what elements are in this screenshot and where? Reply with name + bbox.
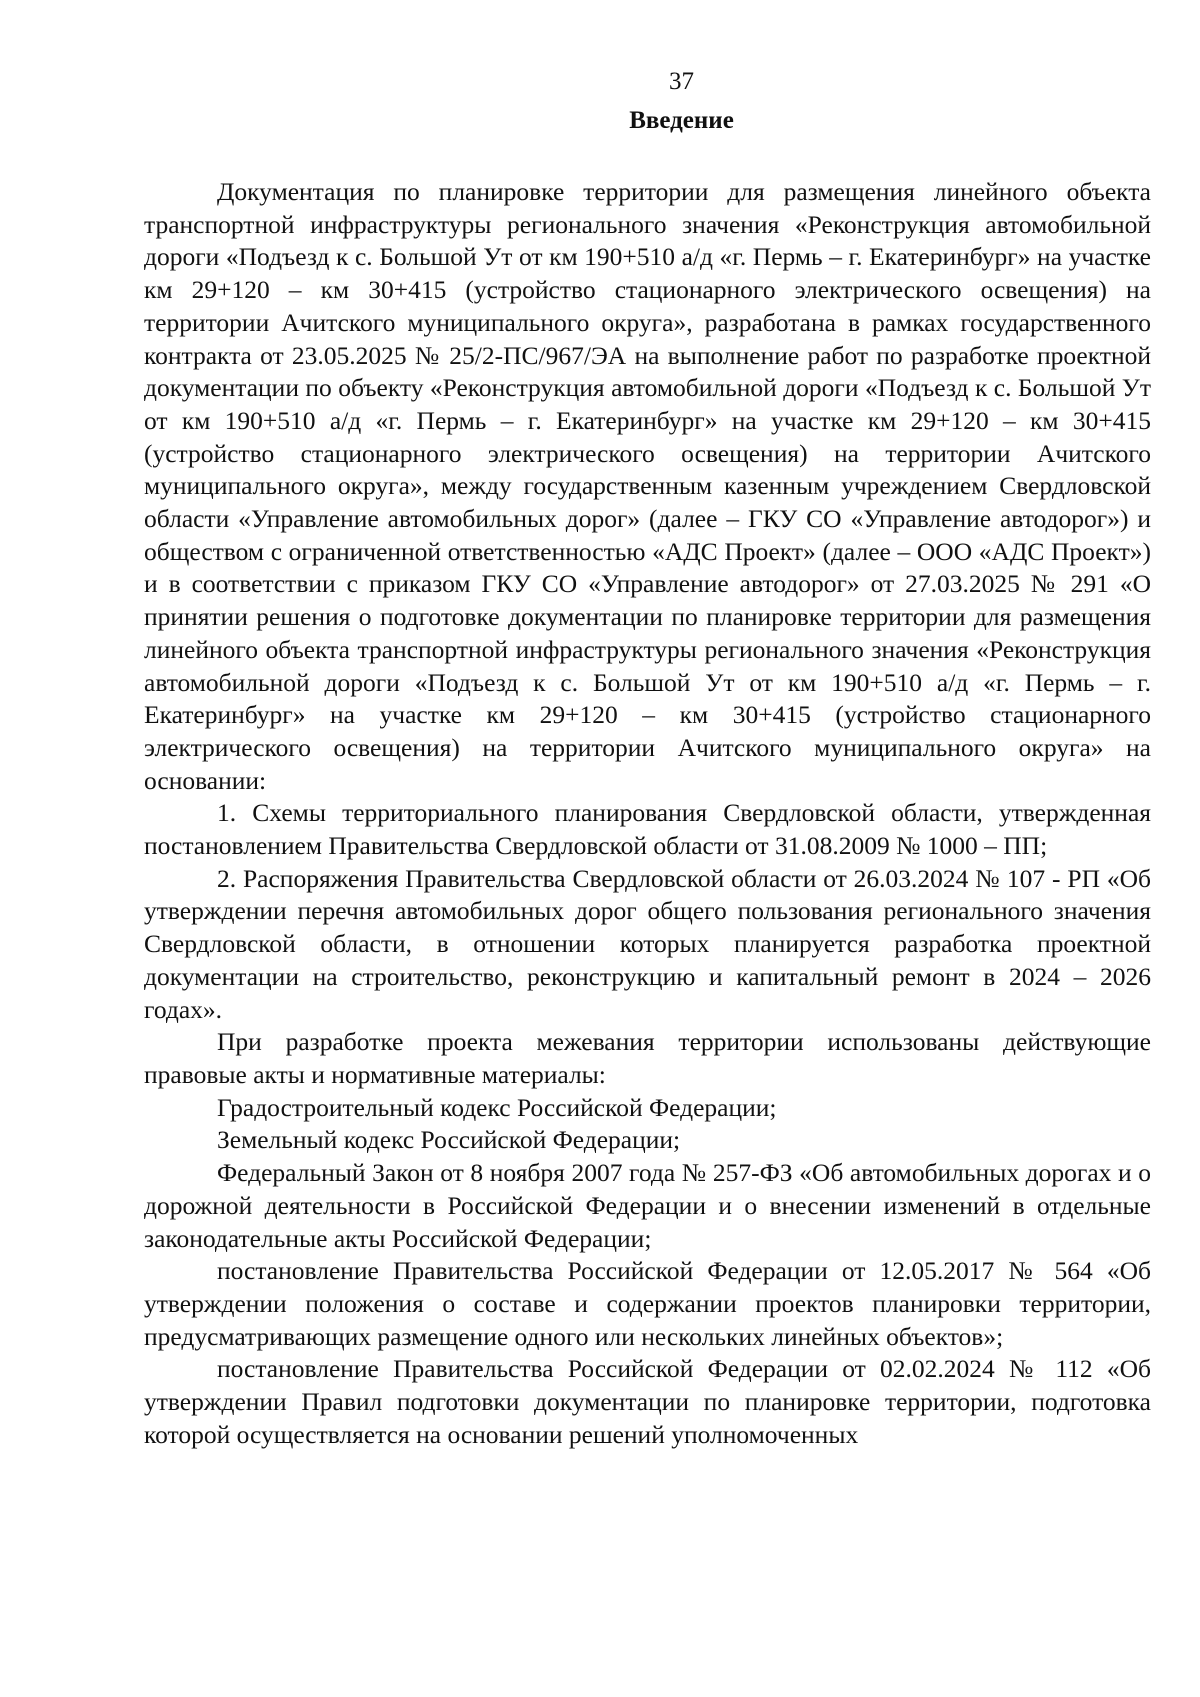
legal-act-urban-code: Градостроительный кодекс Российской Федерации; — [217, 1092, 777, 1122]
list-item-2: 2. Распоряжения Правительства Свердловской области от 26.03.2024 № 107 - РП «Об утверждении перечня автомобильных дорог общего пользования регионального значения Свердловской области, в отношении которых планируется разработка проектной документации на строительство, реконструкцию и капитальный ремонт в 2024 – 2026 годах». — [144, 863, 1151, 1024]
list-item-1: 1. Схемы территориального планирования Свердловской области, утвержденная постановлением Правительства Свердловской области от 31.08.2009 № 1000 – ПП; — [144, 798, 1151, 861]
document-page — [144, 60, 1151, 1451]
intro-paragraph: Документация по планировке территории для размещения линейного объекта транспортной инфраструктуры регионального значения «Реконструкция автомобильной дороги «Подъезд к с. Большой Ут от км 190+510 а/д «г. Пермь – г. Екатеринбург» на участке км 29+120 – км 30+415 (устройство стационарного электрического освещения) на территории Ачитского муниципального округа», разработана в рамках государственного контракта от 23.05.2025 № 25/2-ПС/967/ЭА на выполнение работ по разработке проектной документации по объекту «Реконструкция автомобильной дороги «Подъезд к с. Большой Ут от км 190+510 а/д «г. Пермь – г. Екатеринбург» на участке км 29+120 – км 30+415 (устройство стационарного электрического освещения) на территории Ачитского муниципального округа», между государственным казенным учреждением Свердловской области «Управление автомобильных дорог» (далее – ГКУ СО «Управление автодорог») и обществом с ограниченной ответственностью «АДС Проект» (далее – ООО «АДС Проект») и в соответствии с приказом ГКУ СО «Управление автодорог» от 27.03.2025 № 291 «О принятии решения о подготовке документации по планировке территории для размещения линейного объекта транспортной инфраструктуры регионального значения «Реконструкция автомобильной дороги «Подъезд к с. Большой Ут от км 190+510 а/д «г. Пермь – г. Екатеринбург» на участке км 29+120 – км 30+415 (устройство стационарного электрического освещения) на территории Ачитского муниципального округа» на основании: — [144, 177, 1151, 795]
legal-acts-intro: При разработке проекта межевания территории использованы действующие правовые акты и нормативные материалы: — [144, 1027, 1151, 1089]
legal-act-land-code: Земельный кодекс Российской Федерации; — [217, 1125, 681, 1155]
page-number: 37 — [669, 68, 694, 95]
page-title: Введение — [629, 107, 734, 134]
legal-act-federal-law: Федеральный Закон от 8 ноября 2007 года № 257-ФЗ «Об автомобильных дорогах и о дорожной деятельности в Российской Федерации и о внесении изменений в отдельные законодательные акты Российской Федерации; — [144, 1158, 1151, 1253]
legal-act-resolution-112: постановление Правительства Российской Федерации от 02.02.2024 № 112 «Об утверждении Правил подготовки документации по планировке территории, подготовка которой осуществляется на основании решений уполномоченных — [144, 1354, 1151, 1449]
legal-act-resolution-564: постановление Правительства Российской Федерации от 12.05.2017 № 564 «Об утверждении положения о составе и содержании проектов планировки территории, предусматривающих размещение одного или нескольких линейных объектов»; — [144, 1256, 1151, 1351]
